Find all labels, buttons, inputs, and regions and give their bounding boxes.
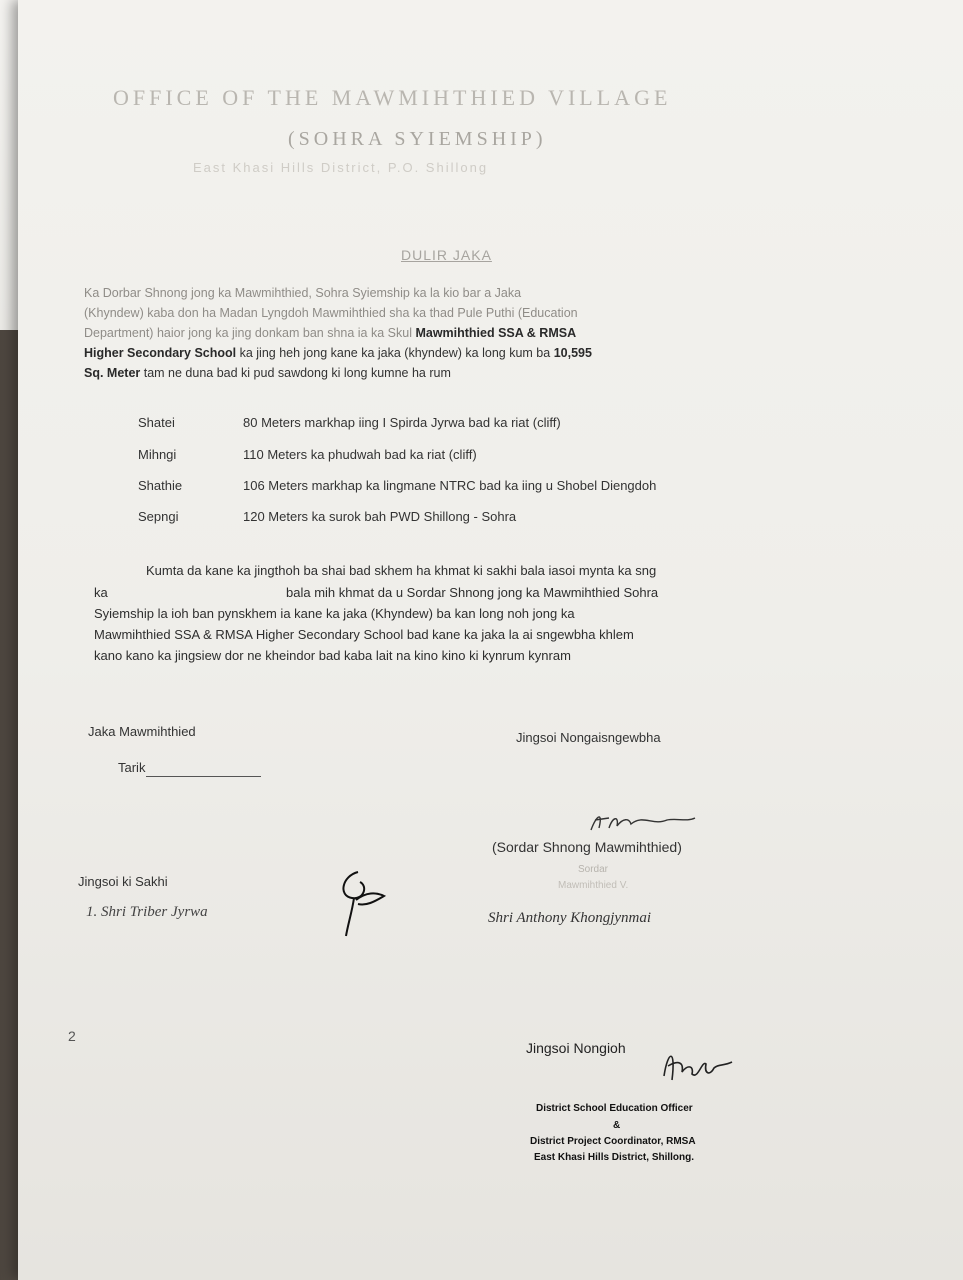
- document-page: [18, 0, 963, 1280]
- issuer-signature: [658, 1040, 738, 1090]
- intro-line-5: Sq. Meter tam ne duna bad ki pud sawdong ki long kumne ha rum: [84, 366, 451, 380]
- letterhead-syiemship: (SOHRA SYIEMSHIP): [288, 128, 547, 150]
- body-line-2-start: ka: [94, 585, 108, 600]
- boundary-south-label: Shathie: [138, 478, 183, 493]
- boundary-east-label: Mihngi: [138, 447, 177, 462]
- witness-name: 1. Shri Triber Jyrwa: [86, 904, 208, 920]
- body-line-1: Kumta da kane ka jingthoh ba shai bad skhem ha khmat ki sakhi bala iasoi mynta ka sng: [146, 563, 657, 578]
- letterhead-office: OFFICE OF THE MAWMIHTHIED VILLAGE: [113, 85, 672, 110]
- issuer-label: Jingsoi Nongioh: [526, 1040, 626, 1056]
- school-name: Mawmihthied SSA & RMSA: [415, 326, 577, 340]
- land-area: 10,595: [553, 346, 592, 360]
- boundary-east-desc: 110 Meters ka phudwah bad ka riat (cliff): [243, 447, 477, 462]
- boundary-north-desc: 80 Meters markhap iing I Spirda Jyrwa bad ka riat (cliff): [243, 415, 561, 430]
- place-label: Jaka Mawmihthied: [88, 724, 196, 739]
- boundary-west-label: Sepngi: [138, 509, 179, 524]
- page-number: 2: [68, 1028, 76, 1044]
- intro-line-1: Ka Dorbar Shnong jong ka Mawmihthied, Sohra Syiemship ka la kio bar a Jaka: [84, 286, 522, 300]
- intro-line-3: Department) haior jong ka jing donkam ban shna ia ka Skul Mawmihthied SSA & RMSA: [84, 326, 577, 340]
- date-label: Tarik: [118, 760, 146, 775]
- boundary-west-desc: 120 Meters ka surok bah PWD Shillong - Sohra: [243, 509, 517, 524]
- boundary-north-label: Shatei: [138, 415, 175, 430]
- owner-signature-label: Jingsoi Nongaisngewbha: [516, 730, 661, 745]
- issuer-title-1: District School Education Officer: [536, 1103, 693, 1114]
- body-line-3: Syiemship la ioh ban pynskhem ia kane ka jaka (Khyndew) ba kan long noh jong ka: [94, 606, 575, 621]
- boundary-south-desc: 106 Meters markhap ka lingmane NTRC bad ka iing u Shobel Diengdoh: [243, 478, 657, 493]
- headman-label: (Sordar Shnong Mawmihthied): [492, 839, 682, 855]
- body-line-2: bala mih khmat da u Sordar Shnong jong ka Mawmihthied Sohra: [286, 585, 659, 600]
- stamp-text-2: Mawmihthied V.: [558, 880, 629, 891]
- headman-name: Shri Anthony Khongjynmai: [488, 910, 652, 926]
- issuer-title-3: District Project Coordinator, RMSA: [530, 1136, 696, 1147]
- intro-line-4: Higher Secondary School ka jing heh jong kane ka jaka (khyndew) ka long kum ba 10,595: [84, 346, 592, 360]
- stamp-text: Sordar: [578, 864, 609, 875]
- intro-line-2: (Khyndew) kaba don ha Madan Lyngdoh Mawmihthied sha ka thad Pule Puthi (Education: [84, 306, 578, 320]
- headman-signature: [583, 808, 703, 838]
- letterhead-address: East Khasi Hills District, P.O. Shillong: [193, 160, 489, 175]
- date-blank-line: [146, 776, 261, 777]
- witness-signature: [318, 862, 398, 942]
- issuer-title-4: East Khasi Hills District, Shillong.: [534, 1152, 695, 1163]
- body-line-4: Mawmihthied SSA & RMSA Higher Secondary School bad kane ka jaka la ai sngewbha khlem: [94, 627, 634, 642]
- witness-label: Jingsoi ki Sakhi: [78, 874, 168, 889]
- document-title: DULIR JAKA: [401, 247, 492, 263]
- body-line-5: kano kano ka jingsiew dor ne kheindor bad kaba lait na kino kino ki kynrum kynram: [94, 648, 571, 663]
- issuer-title-2: &: [613, 1120, 621, 1131]
